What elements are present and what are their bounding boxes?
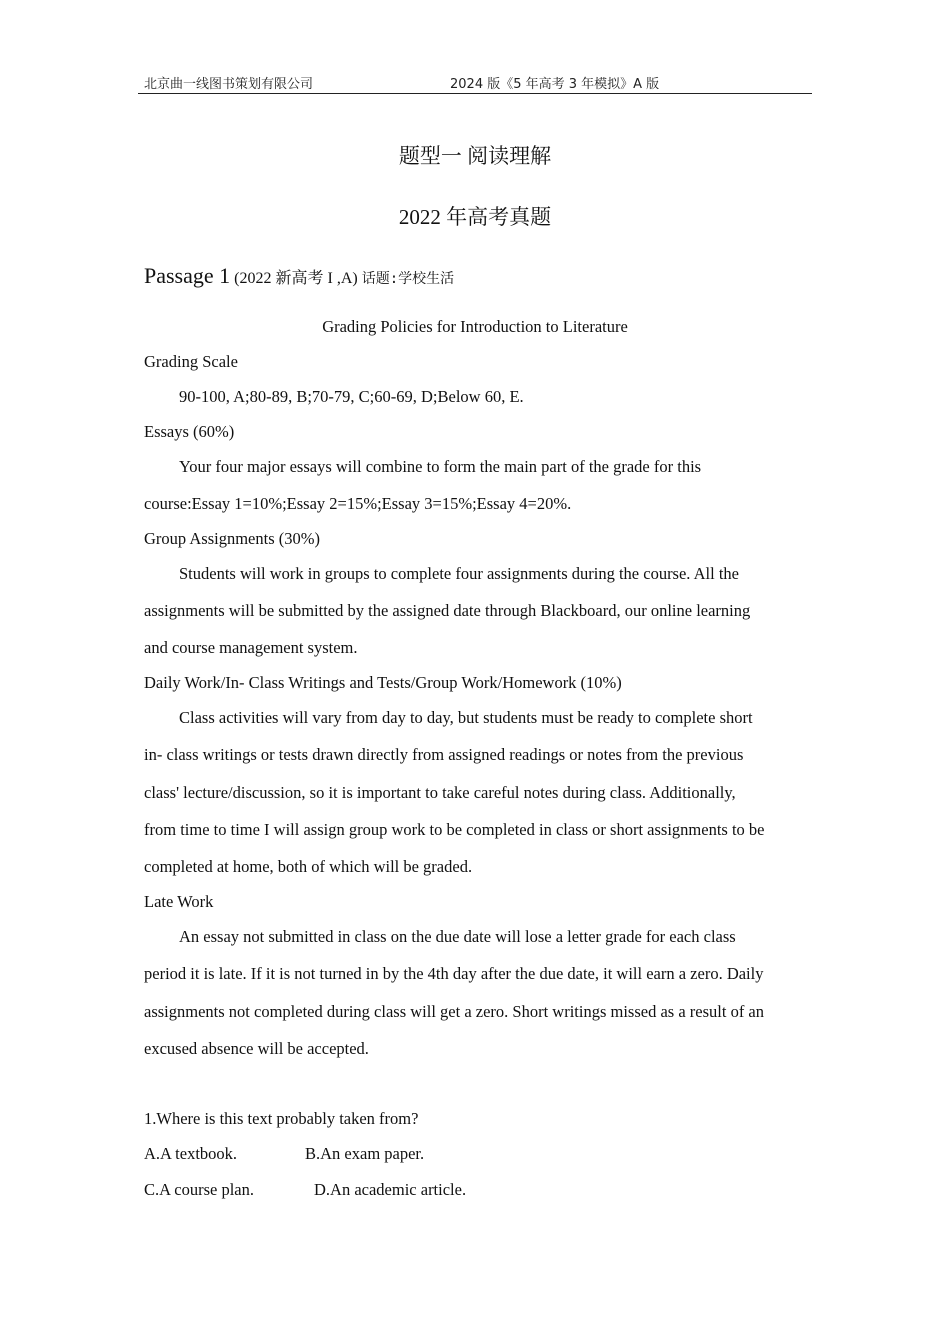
section-title: 题型一 阅读理解: [398, 144, 552, 168]
essays-heading: Essays (60%): [144, 422, 235, 441]
daily-line: from time to time I will assign group work to be completed in class or short assignments to be: [144, 820, 765, 839]
late-line: excused absence will be accepted.: [144, 1039, 369, 1058]
subsection-title: 2022 年高考真题: [398, 205, 552, 229]
passage-source: (2022 新高考 I ,A): [234, 270, 358, 287]
options-row-2: [144, 1180, 644, 1200]
group-line: assignments will be submitted by the assigned date through Blackboard, our online learning: [144, 601, 751, 620]
grading-scale-heading: Grading Scale: [144, 352, 238, 371]
options-row-1: [144, 1144, 644, 1164]
group-line: Students will work in groups to complete four assignments during the course. All the: [179, 564, 740, 583]
question-stem: 1.Where is this text probably taken from?: [144, 1109, 419, 1128]
article-title: Grading Policies for Introduction to Literature: [322, 317, 628, 336]
essays-line: Your four major essays will combine to form the main part of the grade for this: [179, 457, 702, 476]
essays-line: course:Essay 1=10%;Essay 2=15%;Essay 3=15%;Essay 4=20%.: [144, 494, 572, 513]
group-heading: Group Assignments (30%): [144, 529, 320, 548]
option-b: B.An exam paper.: [305, 1144, 425, 1163]
header-publisher: 北京曲一线图书策划有限公司: [144, 77, 314, 92]
late-heading: Late Work: [144, 892, 214, 911]
daily-line: class' lecture/discussion, so it is important to take careful notes during class. Additionally,: [144, 783, 736, 802]
daily-line: Class activities will vary from day to day, but students must be ready to complete short: [179, 708, 753, 727]
option-a: A.A textbook.: [144, 1144, 238, 1163]
daily-line: completed at home, both of which will be graded.: [144, 857, 473, 876]
page-header: [138, 72, 812, 94]
group-line: and course management system.: [144, 638, 358, 657]
passage-label: Passage 1: [144, 263, 231, 288]
daily-heading: Daily Work/In- Class Writings and Tests/Group Work/Homework (10%): [144, 673, 622, 692]
daily-line: in- class writings or tests drawn directly from assigned readings or notes from the previous: [144, 745, 744, 764]
late-line: An essay not submitted in class on the due date will lose a letter grade for each class: [179, 927, 736, 946]
passage-topic: 话题:学校生活: [361, 271, 455, 287]
late-line: period it is late. If it is not turned in by the 4th day after the due date, it will earn a zero. Daily: [144, 964, 764, 983]
option-d: D.An academic article.: [314, 1180, 467, 1199]
late-line: assignments not completed during class will get a zero. Short writings missed as a result of an: [144, 1002, 765, 1021]
grading-scale-text: 90-100, A;80-89, B;70-79, C;60-69, D;Below 60, E.: [179, 387, 524, 406]
header-edition: 2024 版《5 年高考 3 年模拟》A 版: [450, 77, 660, 92]
option-c: C.A course plan.: [144, 1180, 254, 1199]
passage-heading: [144, 263, 454, 289]
